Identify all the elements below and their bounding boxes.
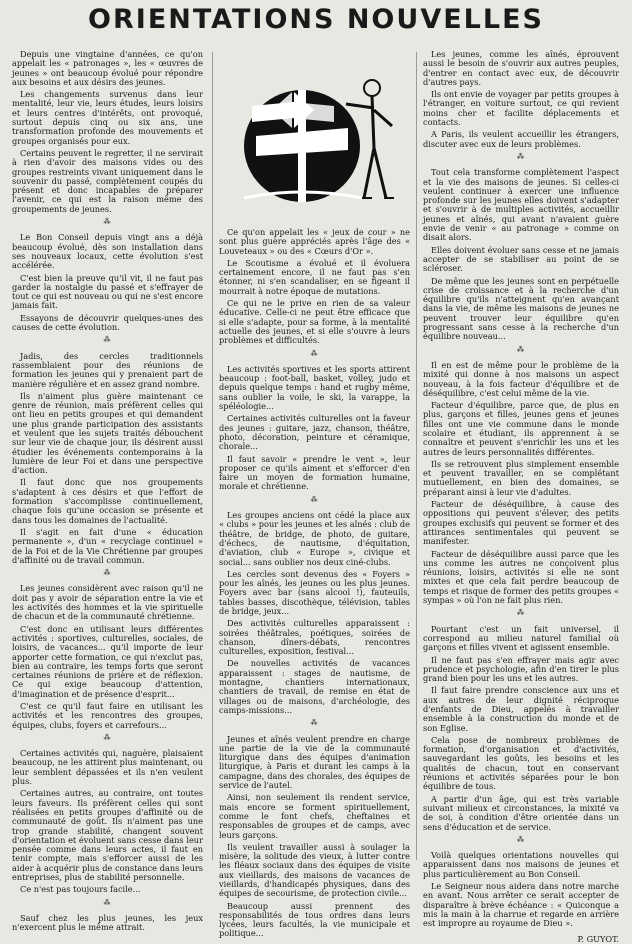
paragraph: Ce qui ne le prive en rien de sa valeur éducative. Celle-ci ne peut être efficace que si elle s'adapte, pour sa forme, à la mentalité actuelle des jeunes, et si elle s'ouvre à leurs problèmes et difficultés. (219, 298, 410, 346)
section-separator: ⁂ (517, 345, 525, 354)
paragraph: Il faut faire prendre conscience aux uns et aux autres de leur dignité réciproque d'enfants de Dieu, appelés à travailler ensemble à la construction du monde et de son Eglise. (423, 685, 619, 733)
paragraph: Les activités sportives et les sports attirent beaucoup : foot-ball, basket, volley, judo et depuis quelque temps : hand et rugby même, sans oublier la voile, le ski, la varappe, la spéléologie... (219, 363, 410, 412)
paragraph: A partir d'un âge, qui est très variable suivant milieux et circonstances, la mixité va de soi, à condition d'être orientée dans un sens d'éducation et de service. (423, 793, 619, 832)
column-rule (416, 52, 417, 860)
paragraph: Beaucoup aussi prennent des responsabilités de tous ordres dans leurs lycées, leurs facultés, la vie municipale et politique... (219, 900, 410, 939)
paragraph: Ce n'est pas toujours facile... (20, 884, 141, 895)
section-separator: ⁂ (517, 835, 525, 844)
paragraph: Jadis, des cercles traditionnels rassemblaient pour des réunions de formation les jeunes qui y prenaient part de manière régulière et en assez grand nombre. (12, 350, 203, 389)
paragraph: Jeunes et aînés veulent prendre en charge une partie de la vie de la communauté liturgique dans des équipes d'animation liturgique, à Paris et durant les camps à la campagne, dans des chorales, des équipes de service de l'autel. (219, 733, 410, 791)
paragraph: Certaines activités qui, naguère, plaisaient beaucoup, ne les attirent plus maintenant, ou leur semblent dépassées et ils n'en veulent plus. (12, 748, 203, 787)
paragraph: Le Scoutisme a évolué et il évoluera certainement encore, il ne faut pas s'en étonner, ni s'en scandaliser, en se figeant il mourrait à notre époque de mutations. (219, 257, 410, 296)
paragraph: Sauf chez les plus jeunes, les jeux n'exercent plus le même attrait. (12, 912, 203, 933)
paragraph: Elles doivent évoluer sans cesse et ne jamais accepter de se stabiliser au point de se scléroser. (423, 244, 619, 274)
paragraph: Le Bon Conseil depuis vingt ans a déjà beaucoup évolué, dès son installation dans ses nouveaux locaux, cette évolution s'est accélérée. (12, 232, 203, 271)
section-separator: ⁂ (517, 609, 525, 618)
section-separator: ⁂ (310, 719, 319, 728)
article-title: ORIENTATIONS NOUVELLES (88, 4, 544, 35)
section-separator: ⁂ (103, 898, 112, 907)
paragraph: A Paris, ils veulent accueillir les étrangers, discuter avec eux de leurs problèmes. (423, 129, 619, 149)
paragraph: Il faut donc que nos groupements s'adaptent à ces désirs et que l'effort de formation s'accomplisse continuellement, chaque fois qu'une occasion se présente et dans tous les domaines de l'actualité. (12, 477, 203, 525)
paragraph: Les changements survenus dans leur mentalité, leur vie, leurs études, leurs loisirs et leurs centres d'intérêts, ont provoqué, surtout depuis cinq ou six ans, une transformation profonde des mouvements et groupes organisés pour eux. (12, 89, 203, 146)
paragraph: Il en est de même pour le problème de la mixité qui donne à nos maisons un aspect nouveau, à la fois facteur d'équilibre et de déséquilibre, c'est celui même de la vie. (423, 359, 619, 398)
paragraph: Tout cela transforme complètement l'aspect et la vie des maisons de jeunes. Si celles-ci veulent continuer à exercer une influence profonde sur les jeunes elles doivent s'adapter et s'ouvrir à de multiples activités, accueillir jeunes et aînés, qui avant n'avaient guère envie de venir « au patronage » comme on disait alors. (423, 167, 619, 243)
paragraph: Il s'agit en fait d'une « éducation permanente », d'un « recyclage continuel » de la Foi et de la Vie Chrétienne par groupes d'affinité ou de travail commun. (12, 526, 203, 565)
paragraph: Ainsi, non seulement ils rendent service, mais encore se forment spirituellement, comme le font chefs, cheftaines et responsables de groupes et de camps, avec leurs garçons. (219, 792, 410, 840)
paragraph: Des activités culturelles apparaissent : soirées théâtrales, poétiques, soirées de chanson, dîners-débats, rencontres culturelles, exposition, festival... (219, 618, 410, 657)
paragraph: Il ne faut pas s'en effrayer mais agir avec prudence et psychologie, afin d'en tirer le plus grand bien pour les uns et les autres. (423, 654, 619, 684)
paragraph: Essayons de découvrir quelques-unes des causes de cette évolution. (12, 312, 203, 333)
paragraph: C'est ce qu'il faut faire en utilisant les activités et les rencontres des groupes, équipes, clubs, foyers et carrefours... (12, 701, 203, 730)
paragraph: Facteur de déséquilibre, à cause des oppositions qui peuvent s'élever, des petits groupes exclusifs qui peuvent se former et des attirances sentimentales qui peuvent se manifester. (423, 499, 619, 547)
section-separator: ⁂ (103, 733, 112, 742)
section-separator: ⁂ (103, 218, 112, 227)
paragraph: Les cercles sont devenus des « Foyers » pour les aînés, les jeunes ou les plus jeunes. Foyers avec bar (sans alcool !), fauteuils, tables basses, discothèque, télévision, tables de bridge, jeux... (219, 568, 410, 616)
column-rule (212, 52, 213, 860)
paragraph: Ils se retrouvent plus simplement ensemble et peuvent travailler, en se complétant mutuellement, en bien des domaines, se préparant ainsi à leur vie d'adultes. (423, 458, 619, 497)
paragraph: Certaines activités culturelles ont la faveur des jeunes : guitare, jazz, chanson, théâtre, photo, décoration, peinture et céramique, chorale... (219, 413, 410, 452)
paragraph: Facteur d'équilibre, parce que, de plus en plus, garçons et filles, jeunes gens et jeunes filles ont une vie commune dans le monde scolaire et étudiant, ils apprennent à se connaître et peuvent s'enrichir les uns et les autres de leurs personnalités différentes. (423, 400, 619, 457)
paragraph: Ils veulent travailler aussi à soulager la misère, la solitude des vieux, à lutter contre les fléaux sociaux dans des équipes de visite aux vieillards, des maisons de vacances de vieillards, d'handicapés physiques, dans des équipes de secourisme, de protection civile... (219, 841, 410, 899)
paragraph: Les groupes anciens ont cédé la place aux « clubs » pour les jeunes et les aînés : club de théâtre, de bridge, de photo, de guitare, d'échecs, de nautisme, d'équitation, d'aviation, club « Europe », civique et social... sans oublier nos deux ciné-clubs. (219, 510, 410, 567)
paragraph: Pourtant c'est un fait universel, il correspond au milieu naturel familial où garçons et filles vivent et agissent ensemble. (423, 623, 619, 653)
column-3 (423, 49, 619, 944)
paragraph: Le Seigneur nous aidera dans notre marche en avant. Nous arrêter ce serait accepter de disparaître à brève échéance : « Quiconque a mis la main à la charrue et regarde en arrière est impropre au royaume de Dieu ». (423, 881, 619, 929)
section-separator: ⁂ (310, 349, 319, 358)
paragraph: C'est bien la preuve qu'il vit, il ne faut pas garder la nostalgie du passé et s'effrayer de tout ce qui est nouveau ou qui ne s'est encore jamais fait. (12, 272, 203, 311)
paragraph: Ils n'aiment plus guère maintenant ce genre de réunion, mais préfèrent celles qui ont lieu en petits groupes et qui demandent une plus grande participation des assistants et veulent que les sujets traités débouchent sur leur vie de chaque jour, ils désirent aussi étudier les événements contemporains à la lumière de leur Foi et dans une perspective d'action. (12, 390, 203, 476)
column-2 (219, 227, 410, 939)
paragraph: Voilà quelques orientations nouvelles qui apparaissent dans nos maisons de jeunes et plus particulièrement au Bon Conseil. (423, 850, 619, 879)
paragraph: Certaines autres, au contraire, ont toutes leurs faveurs. Ils préfèrent celles qui sont réalisées en petits groupes d'affinité ou de communauté de goût. Ils n'aiment pas une trop grande stabilité, changent souvent d'orientation et évoluent sans cesse dans leur pensée comme dans leurs actes, il faut en tenir compte, mais s'efforcer aussi de les aider à acquérir plus de constance dans leurs entreprises, plus de stabilité personnelle. (12, 788, 203, 883)
paragraph: Ils ont envie de voyager par petits groupes à l'étranger, en voiture surtout, ce qui revient moins cher et facilite déplacements et contacts. (423, 89, 619, 128)
section-separator: ⁂ (310, 495, 319, 504)
paragraph: Depuis une vingtaine d'années, ce qu'on appelait les « patronages », les « œuvres de jeunes » ont beaucoup évolué pour répondre aux besoins et aux désirs des jeunes. (12, 49, 203, 87)
column-1 (12, 49, 203, 933)
paragraph: Certains peuvent le regretter, il ne servirait à rien d'avoir des maisons vides ou des groupes restreints vivant uniquement dans le souvenir du passé, complètement coupés du présent et donc incapables de préparer l'avenir, ce qui est la raison même des groupements de jeunes. (12, 147, 203, 214)
paragraph: Les jeunes, comme les aînés, éprouvent aussi le besoin de s'ouvrir aux autres peuples, d'entrer en contact avec eux, de découvrir d'autres pays. (423, 49, 619, 87)
paragraph: De même que les jeunes sont en perpétuelle crise de croissance et à la recherche d'un équilibre qu'ils n'atteignent qu'en avançant dans la vie, de même les maisons de jeunes ne peuvent trouver leur équilibre qu'en progressant sans cesse à la recherche d'un équilibre nouveau... (423, 275, 619, 342)
paragraph: Cela pose de nombreux problèmes de formation, d'organisation et d'activités, sauvegardant les goûts, les besoins et les qualités de chacun, tout en conservant réunions et activités séparées pour le bon équilibre de tous. (423, 734, 619, 792)
paragraph: Facteur de déséquilibre aussi parce que les uns comme les autres ne conçoivent plus réunions, loisirs, activités si elle ne sont mixtes et que cela fait perdre beaucoup de temps et risque de former des petits groupes « sympas » où l'on ne fait plus rien. (423, 548, 619, 606)
signpost-illustration (222, 48, 412, 218)
paragraph: C'est donc en utilisant leurs différentes activités : sportives, culturelles, sociales, de loisirs, de vacances... qu'il importe de leur apporter cette formation, ce qui n'exclut pas, bien au contraire, les temps forts que seront certaines réunions de prière et de réflexion. Ce qui exige beaucoup d'attention, d'imagination et de présence d'esprit... (12, 623, 203, 699)
section-separator: ⁂ (103, 569, 112, 578)
paragraph: Les jeunes considèrent avec raison qu'il ne doit pas y avoir de séparation entre la vie et les activités des hommes et la vie spirituelle de chacun et de la communauté chrétienne. (12, 583, 203, 622)
paragraph: De nouvelles activités de vacances apparaissent : stages de nautisme, de montagne, chantiers internationaux, chantiers de travail, de remise en état de villages ou de maisons, d'archéologie, des camps-missions... (219, 658, 410, 715)
section-separator: ⁂ (103, 336, 112, 345)
author-signature: P. GUYOT. (577, 933, 619, 944)
paragraph: Ce qu'on appelait les « jeux de cour » ne sont plus guère appréciés après l'âge des « Louveteaux » ou des « Cœurs d'Or ». (219, 227, 410, 256)
paragraph: Il faut savoir « prendre le vent », leur proposer ce qu'ils aiment et s'efforcer d'en faire un moyen de formation humaine, morale et chrétienne. (219, 453, 410, 492)
section-separator: ⁂ (517, 152, 525, 161)
